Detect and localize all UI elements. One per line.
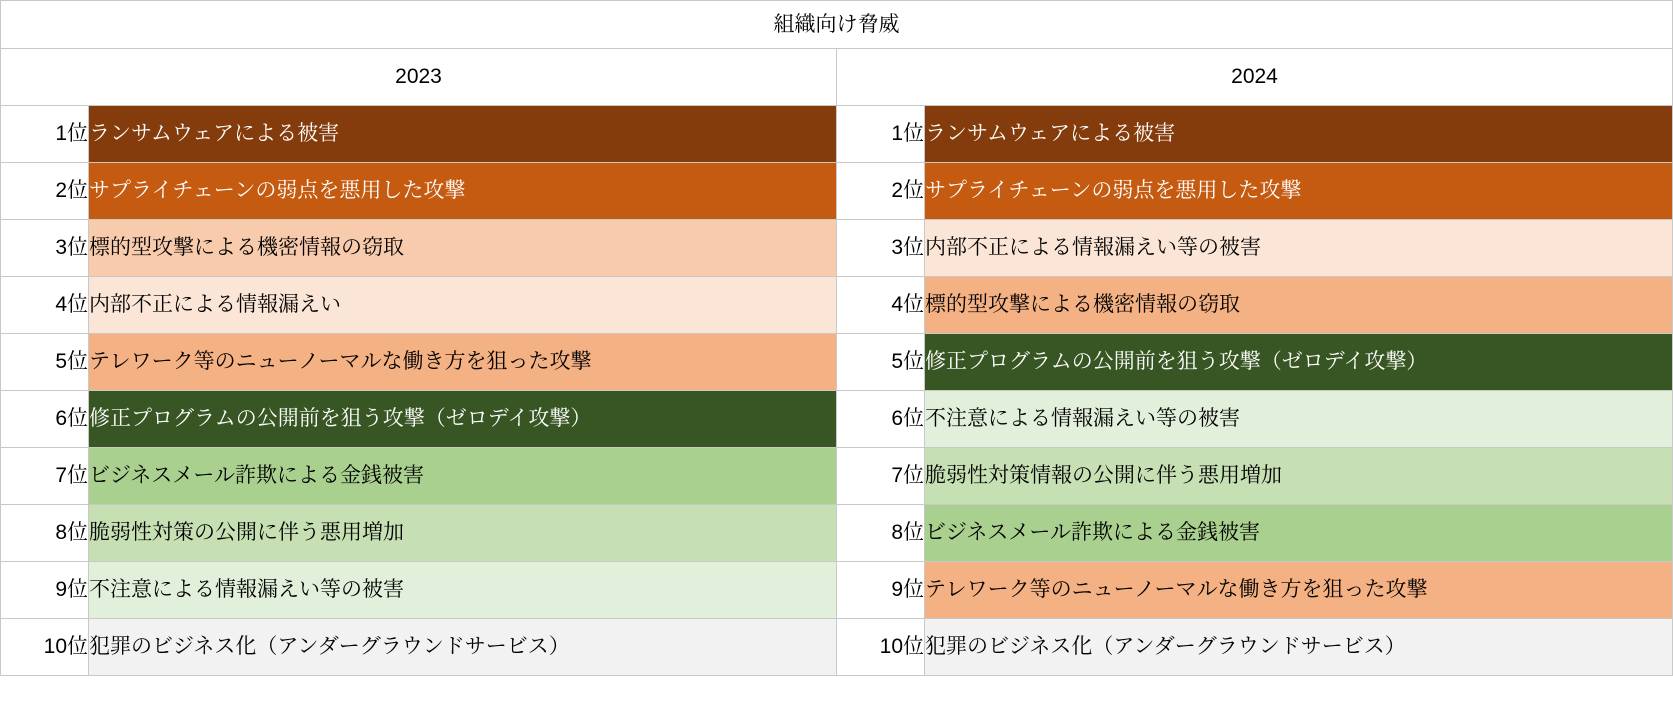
rank-label-2024: 2位: [837, 163, 925, 220]
rank-label-2024: 8位: [837, 505, 925, 562]
threat-item-2023: 内部不正による情報漏えい: [89, 277, 837, 334]
rank-label-2024: 6位: [837, 391, 925, 448]
page-title: 組織向け脅威: [1, 1, 1673, 49]
rank-label-2023: 9位: [1, 562, 89, 619]
rank-label-2023: 1位: [1, 106, 89, 163]
table-row: [1, 505, 1673, 562]
table-row: [1, 562, 1673, 619]
table-row: [1, 448, 1673, 505]
threat-item-2024: ビジネスメール詐欺による金銭被害: [925, 505, 1673, 562]
rank-label-2023: 10位: [1, 619, 89, 676]
title-row: [1, 1, 1673, 49]
threat-item-2024: 犯罪のビジネス化（アンダーグラウンドサービス）: [925, 619, 1673, 676]
table-body: [1, 1, 1673, 676]
threat-item-2023: ランサムウェアによる被害: [89, 106, 837, 163]
threat-item-2023: テレワーク等のニューノーマルな働き方を狙った攻撃: [89, 334, 837, 391]
threat-item-2024: ランサムウェアによる被害: [925, 106, 1673, 163]
rank-label-2024: 5位: [837, 334, 925, 391]
rank-label-2023: 4位: [1, 277, 89, 334]
threat-item-2024: 脆弱性対策情報の公開に伴う悪用増加: [925, 448, 1673, 505]
rank-label-2024: 9位: [837, 562, 925, 619]
rank-label-2024: 7位: [837, 448, 925, 505]
rank-label-2023: 6位: [1, 391, 89, 448]
threat-item-2023: 標的型攻撃による機密情報の窃取: [89, 220, 837, 277]
threat-item-2024: 内部不正による情報漏えい等の被害: [925, 220, 1673, 277]
rank-label-2024: 10位: [837, 619, 925, 676]
threat-item-2023: 修正プログラムの公開前を狙う攻撃（ゼロデイ攻撃）: [89, 391, 837, 448]
rank-label-2023: 5位: [1, 334, 89, 391]
threat-item-2024: 修正プログラムの公開前を狙う攻撃（ゼロデイ攻撃）: [925, 334, 1673, 391]
threat-item-2023: 脆弱性対策の公開に伴う悪用増加: [89, 505, 837, 562]
column-header-2024: 2024: [837, 49, 1673, 106]
threat-item-2023: サプライチェーンの弱点を悪用した攻撃: [89, 163, 837, 220]
threat-item-2024: テレワーク等のニューノーマルな働き方を狙った攻撃: [925, 562, 1673, 619]
table-row: [1, 334, 1673, 391]
rank-label-2023: 8位: [1, 505, 89, 562]
threat-item-2023: 犯罪のビジネス化（アンダーグラウンドサービス）: [89, 619, 837, 676]
rank-label-2024: 3位: [837, 220, 925, 277]
table-row: [1, 163, 1673, 220]
table-row: [1, 220, 1673, 277]
rank-label-2023: 3位: [1, 220, 89, 277]
rank-label-2023: 7位: [1, 448, 89, 505]
rank-label-2023: 2位: [1, 163, 89, 220]
table-row: [1, 391, 1673, 448]
table-row: [1, 277, 1673, 334]
table-row: [1, 619, 1673, 676]
table-row: [1, 106, 1673, 163]
rank-label-2024: 1位: [837, 106, 925, 163]
threat-item-2024: サプライチェーンの弱点を悪用した攻撃: [925, 163, 1673, 220]
threat-item-2024: 標的型攻撃による機密情報の窃取: [925, 277, 1673, 334]
threat-item-2024: 不注意による情報漏えい等の被害: [925, 391, 1673, 448]
rank-label-2024: 4位: [837, 277, 925, 334]
threat-item-2023: 不注意による情報漏えい等の被害: [89, 562, 837, 619]
column-header-2023: 2023: [1, 49, 837, 106]
year-header-row: [1, 49, 1673, 106]
threat-item-2023: ビジネスメール詐欺による金銭被害: [89, 448, 837, 505]
